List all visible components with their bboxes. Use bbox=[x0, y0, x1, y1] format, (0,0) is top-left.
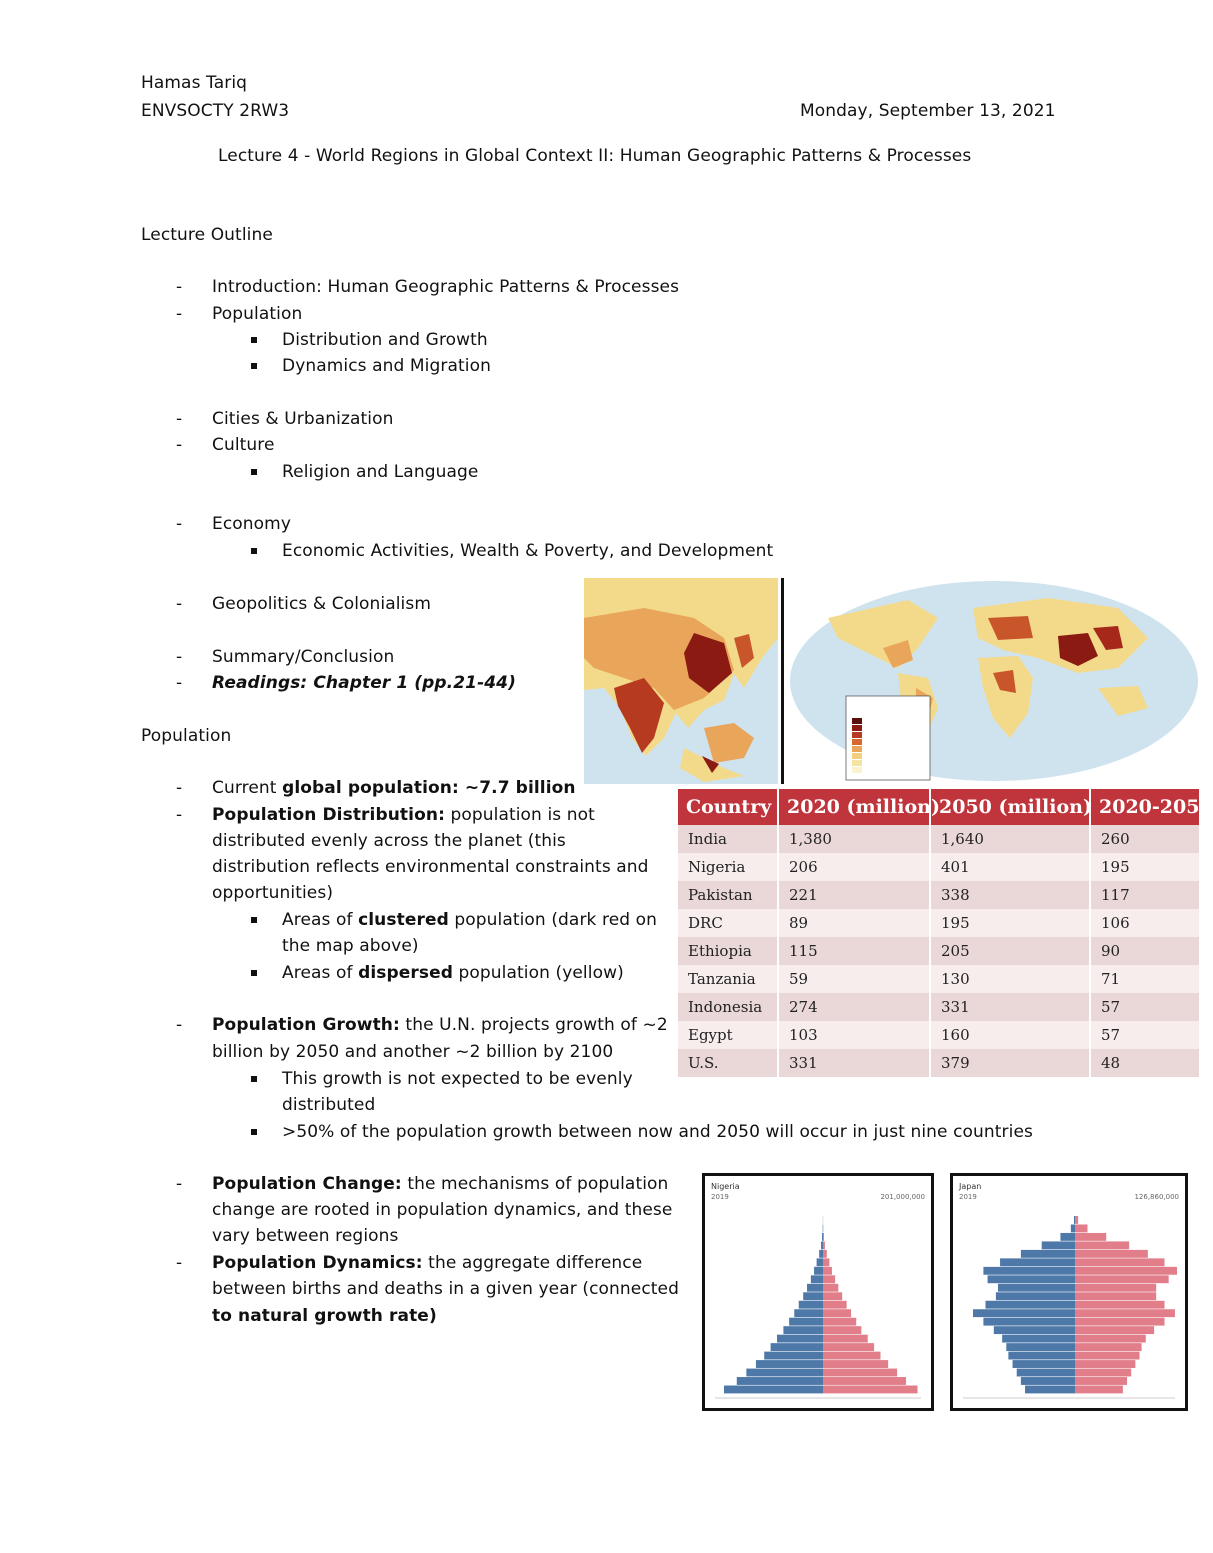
table-row bbox=[678, 993, 1200, 1021]
pyramid-female-bar bbox=[823, 1233, 824, 1241]
outline-economy: Economy bbox=[212, 514, 291, 534]
pyramid-male-bar bbox=[983, 1267, 1075, 1275]
pyramid-male-bar bbox=[817, 1258, 823, 1266]
table-cell: 57 bbox=[1090, 1021, 1200, 1049]
pyramid-male-bar bbox=[777, 1335, 823, 1343]
outline-cities: Cities & Urbanization bbox=[212, 409, 394, 429]
bullet-dash: - bbox=[176, 778, 183, 798]
pyramid-country-label: Japan bbox=[959, 1182, 982, 1191]
table-cell: 48 bbox=[1090, 1049, 1200, 1077]
table-cell: Egypt bbox=[678, 1021, 778, 1049]
table-header-change: 2020-2050 bbox=[1090, 789, 1200, 825]
table-cell: Ethiopia bbox=[678, 937, 778, 965]
bullet-square bbox=[251, 1076, 257, 1082]
pyramid-female-bar bbox=[823, 1335, 868, 1343]
pyramid-female-bar bbox=[823, 1292, 842, 1300]
table-cell: Indonesia bbox=[678, 993, 778, 1021]
pyramid-male-bar bbox=[1025, 1386, 1075, 1394]
pyramid-male-bar bbox=[1006, 1343, 1075, 1351]
distribution-line-4: opportunities) bbox=[212, 883, 334, 903]
table-row bbox=[678, 909, 1200, 937]
table-cell: 59 bbox=[778, 965, 930, 993]
growth-sub1-line-2: distributed bbox=[282, 1095, 376, 1115]
table-cell: 90 bbox=[1090, 937, 1200, 965]
table-cell: 401 bbox=[930, 853, 1090, 881]
pyramid-total-label: 201,000,000 bbox=[880, 1193, 925, 1201]
change-line-3: vary between regions bbox=[212, 1226, 399, 1246]
pyramid-female-bar bbox=[1075, 1352, 1140, 1360]
table-cell: 331 bbox=[778, 1049, 930, 1077]
bullet-dash: - bbox=[176, 1253, 183, 1273]
pyramid-year-label: 2019 bbox=[959, 1193, 977, 1201]
table-header-country: Country bbox=[678, 789, 778, 825]
table-cell: 106 bbox=[1090, 909, 1200, 937]
table-header-2050: 2050 (million) bbox=[930, 789, 1090, 825]
outline-pop-sub1: Distribution and Growth bbox=[282, 330, 488, 350]
clustered-line-1: Areas of clustered population (dark red on bbox=[282, 910, 658, 930]
table-cell: U.S. bbox=[678, 1049, 778, 1077]
table-cell: 206 bbox=[778, 853, 930, 881]
pyramid-male-bar bbox=[771, 1343, 823, 1351]
table-cell: Tanzania bbox=[678, 965, 778, 993]
pyramid-male-bar bbox=[1000, 1258, 1075, 1266]
outline-heading: Lecture Outline bbox=[141, 225, 273, 245]
pyramid-female-bar bbox=[823, 1241, 825, 1249]
pyramid-year-label: 2019 bbox=[711, 1193, 729, 1201]
bullet-square bbox=[251, 469, 257, 475]
pyramid-female-bar bbox=[823, 1377, 906, 1385]
outline-culture-sub: Religion and Language bbox=[282, 462, 479, 482]
table-cell: 379 bbox=[930, 1049, 1090, 1077]
world-population-density-map bbox=[788, 578, 1200, 784]
outline-intro: Introduction: Human Geographic Patterns & Processes bbox=[212, 277, 680, 297]
pyramid-female-bar bbox=[823, 1343, 874, 1351]
bullet-square bbox=[251, 1129, 257, 1135]
pyramid-male-bar bbox=[985, 1301, 1075, 1309]
dynamics-line-1: Population Dynamics: the aggregate difference bbox=[212, 1253, 643, 1273]
pyramid-female-bar bbox=[1075, 1241, 1129, 1249]
pyramid-female-bar bbox=[1075, 1250, 1148, 1258]
distribution-line-3: distribution reflects environmental constraints and bbox=[212, 857, 649, 877]
bullet-square bbox=[251, 970, 257, 976]
pyramid-male-bar bbox=[756, 1360, 823, 1368]
table-cell: 338 bbox=[930, 881, 1090, 909]
pyramid-female-bar bbox=[1075, 1275, 1169, 1283]
pyramid-total-label: 126,860,000 bbox=[1134, 1193, 1179, 1201]
table-cell: 260 bbox=[1090, 825, 1200, 853]
pyramid-country-label: Nigeria bbox=[711, 1182, 740, 1191]
table-cell: 274 bbox=[778, 993, 930, 1021]
pyramid-male-bar bbox=[811, 1275, 823, 1283]
pyramid-female-bar bbox=[1075, 1233, 1106, 1241]
pyramid-male-bar bbox=[789, 1318, 823, 1326]
pyramid-female-bar bbox=[823, 1309, 851, 1317]
pyramid-male-bar bbox=[1002, 1335, 1075, 1343]
change-line-2: change are rooted in population dynamics, and these bbox=[212, 1200, 673, 1220]
pyramid-female-bar bbox=[1075, 1216, 1078, 1224]
bullet-dash: - bbox=[176, 1015, 183, 1035]
pyramid-female-bar bbox=[823, 1275, 835, 1283]
table-cell: DRC bbox=[678, 909, 778, 937]
outline-economy-sub: Economic Activities, Wealth & Poverty, and Development bbox=[282, 541, 774, 561]
table-cell: 205 bbox=[930, 937, 1090, 965]
pyramid-male-bar bbox=[1042, 1241, 1075, 1249]
bullet-dash: - bbox=[176, 647, 183, 667]
bullet-dash: - bbox=[176, 514, 183, 534]
pyramid-male-bar bbox=[821, 1241, 823, 1249]
bullet-dash: - bbox=[176, 673, 183, 693]
growth-sub1-line-1: This growth is not expected to be evenly bbox=[282, 1069, 633, 1089]
pyramid-female-bar bbox=[823, 1250, 827, 1258]
map-divider bbox=[781, 578, 784, 784]
pyramid-female-bar bbox=[823, 1326, 861, 1334]
pyramid-male-bar bbox=[1021, 1250, 1075, 1258]
table-cell: Pakistan bbox=[678, 881, 778, 909]
pyramid-male-bar bbox=[794, 1309, 823, 1317]
pyramid-male-bar bbox=[737, 1377, 823, 1385]
pyramid-male-bar bbox=[973, 1309, 1075, 1317]
bullet-dash: - bbox=[176, 805, 183, 825]
bullet-square bbox=[251, 917, 257, 923]
table-cell: 103 bbox=[778, 1021, 930, 1049]
table-cell: 57 bbox=[1090, 993, 1200, 1021]
lecture-title: Lecture 4 - World Regions in Global Context II: Human Geographic Patterns & Processes bbox=[218, 146, 972, 166]
pyramid-male-bar bbox=[1017, 1369, 1075, 1377]
table-cell: 331 bbox=[930, 993, 1090, 1021]
change-line-1: Population Change: the mechanisms of population bbox=[212, 1174, 669, 1194]
pyramid-female-bar bbox=[823, 1258, 829, 1266]
outline-pop-sub2: Dynamics and Migration bbox=[282, 356, 491, 376]
growth-sub2: >50% of the population growth between now and 2050 will occur in just nine countries bbox=[282, 1122, 1033, 1142]
bullet-dash: - bbox=[176, 277, 183, 297]
pyramid-female-bar bbox=[823, 1360, 888, 1368]
pyramid-male-bar bbox=[814, 1267, 823, 1275]
table-cell: 195 bbox=[1090, 853, 1200, 881]
pyramid-male-bar bbox=[799, 1301, 823, 1309]
pyramid-male-bar bbox=[1060, 1233, 1075, 1241]
distribution-line-2: distributed evenly across the planet (this bbox=[212, 831, 566, 851]
bullet-dash: - bbox=[176, 435, 183, 455]
bullet-square bbox=[251, 363, 257, 369]
pyramid-male-bar bbox=[803, 1292, 823, 1300]
lecture-date: Monday, September 13, 2021 bbox=[800, 101, 1056, 121]
growth-line-2: billion by 2050 and another ~2 billion by 2100 bbox=[212, 1042, 614, 1062]
table-cell: 160 bbox=[930, 1021, 1090, 1049]
dynamics-line-3: to natural growth rate) bbox=[212, 1306, 437, 1326]
pyramid-male-bar bbox=[994, 1326, 1075, 1334]
table-row bbox=[678, 937, 1200, 965]
outline-population: Population bbox=[212, 304, 303, 324]
table-cell: 115 bbox=[778, 937, 930, 965]
pyramid-female-bar bbox=[1075, 1224, 1087, 1232]
pyramid-male-bar bbox=[822, 1233, 823, 1241]
pyramid-female-bar bbox=[823, 1369, 897, 1377]
pyramid-male-bar bbox=[1008, 1352, 1075, 1360]
pyramid-male-bar bbox=[1074, 1216, 1075, 1224]
asia-population-density-map bbox=[584, 578, 778, 784]
population-pyramid-japan bbox=[950, 1173, 1188, 1411]
bullet-dash: - bbox=[176, 1174, 183, 1194]
population-pyramid-nigeria bbox=[702, 1173, 934, 1411]
course-code: ENVSOCTY 2RW3 bbox=[141, 101, 290, 121]
clustered-line-2: the map above) bbox=[282, 936, 419, 956]
pyramid-male-bar bbox=[998, 1284, 1075, 1292]
pyramid-female-bar bbox=[1075, 1326, 1154, 1334]
table-row bbox=[678, 965, 1200, 993]
pyramid-female-bar bbox=[823, 1301, 847, 1309]
pyramid-male-bar bbox=[983, 1318, 1075, 1326]
table-cell: 1,380 bbox=[778, 825, 930, 853]
pyramid-male-bar bbox=[1021, 1377, 1075, 1385]
table-row bbox=[678, 1021, 1200, 1049]
table-cell: 195 bbox=[930, 909, 1090, 937]
pyramid-male-bar bbox=[746, 1369, 823, 1377]
dynamics-line-2: between births and deaths in a given year (connected bbox=[212, 1279, 679, 1299]
pyramid-male-bar bbox=[988, 1275, 1075, 1283]
pyramid-male-bar bbox=[1013, 1360, 1075, 1368]
pyramid-female-bar bbox=[823, 1318, 856, 1326]
table-cell: 117 bbox=[1090, 881, 1200, 909]
pyramid-male-bar bbox=[996, 1292, 1075, 1300]
pyramid-male-bar bbox=[1071, 1224, 1075, 1232]
table-cell: 221 bbox=[778, 881, 930, 909]
bullet-square bbox=[251, 548, 257, 554]
distribution-line-1: Population Distribution: population is not bbox=[212, 805, 595, 825]
table-cell: Nigeria bbox=[678, 853, 778, 881]
table-cell: 71 bbox=[1090, 965, 1200, 993]
table-row bbox=[678, 853, 1200, 881]
pyramid-female-bar bbox=[823, 1267, 832, 1275]
table-row bbox=[678, 825, 1200, 853]
current-population-line: Current global population: ~7.7 billion bbox=[212, 778, 576, 798]
outline-summary: Summary/Conclusion bbox=[212, 647, 395, 667]
author-name: Hamas Tariq bbox=[141, 73, 248, 93]
pyramid-male-bar bbox=[807, 1284, 823, 1292]
population-heading: Population bbox=[141, 726, 232, 746]
pyramid-male-bar bbox=[724, 1386, 823, 1394]
pyramid-female-bar bbox=[1075, 1301, 1165, 1309]
dispersed-line: Areas of dispersed population (yellow) bbox=[282, 963, 624, 983]
table-header-2020: 2020 (million) bbox=[778, 789, 930, 825]
pyramid-female-bar bbox=[1075, 1343, 1142, 1351]
outline-geopolitics: Geopolitics & Colonialism bbox=[212, 594, 432, 614]
table-row bbox=[678, 881, 1200, 909]
bullet-dash: - bbox=[176, 594, 183, 614]
outline-culture: Culture bbox=[212, 435, 275, 455]
pyramid-female-bar bbox=[823, 1284, 838, 1292]
pyramid-female-bar bbox=[1075, 1292, 1156, 1300]
bullet-square bbox=[251, 337, 257, 343]
pyramid-female-bar bbox=[1075, 1360, 1135, 1368]
table-cell: India bbox=[678, 825, 778, 853]
population-growth-table bbox=[678, 789, 1213, 1077]
pyramid-female-bar bbox=[1075, 1267, 1177, 1275]
pyramid-female-bar bbox=[823, 1352, 880, 1360]
table-cell: 130 bbox=[930, 965, 1090, 993]
outline-readings: Readings: Chapter 1 (pp.21-44) bbox=[212, 673, 516, 693]
pyramid-male-bar bbox=[819, 1250, 823, 1258]
pyramid-female-bar bbox=[823, 1386, 918, 1394]
pyramid-female-bar bbox=[1075, 1258, 1165, 1266]
table-row bbox=[678, 1049, 1200, 1077]
pyramid-female-bar bbox=[1075, 1318, 1165, 1326]
pyramid-female-bar bbox=[1075, 1309, 1175, 1317]
table-cell: 89 bbox=[778, 909, 930, 937]
pyramid-female-bar bbox=[1075, 1369, 1131, 1377]
table-cell: 1,640 bbox=[930, 825, 1090, 853]
bullet-dash: - bbox=[176, 409, 183, 429]
pyramid-female-bar bbox=[1075, 1284, 1156, 1292]
pyramid-female-bar bbox=[1075, 1377, 1127, 1385]
bullet-dash: - bbox=[176, 304, 183, 324]
pyramid-male-bar bbox=[783, 1326, 823, 1334]
pyramid-female-bar bbox=[1075, 1386, 1123, 1394]
pyramid-female-bar bbox=[1075, 1335, 1146, 1343]
growth-line-1: Population Growth: the U.N. projects growth of ~2 bbox=[212, 1015, 668, 1035]
pyramid-male-bar bbox=[764, 1352, 823, 1360]
